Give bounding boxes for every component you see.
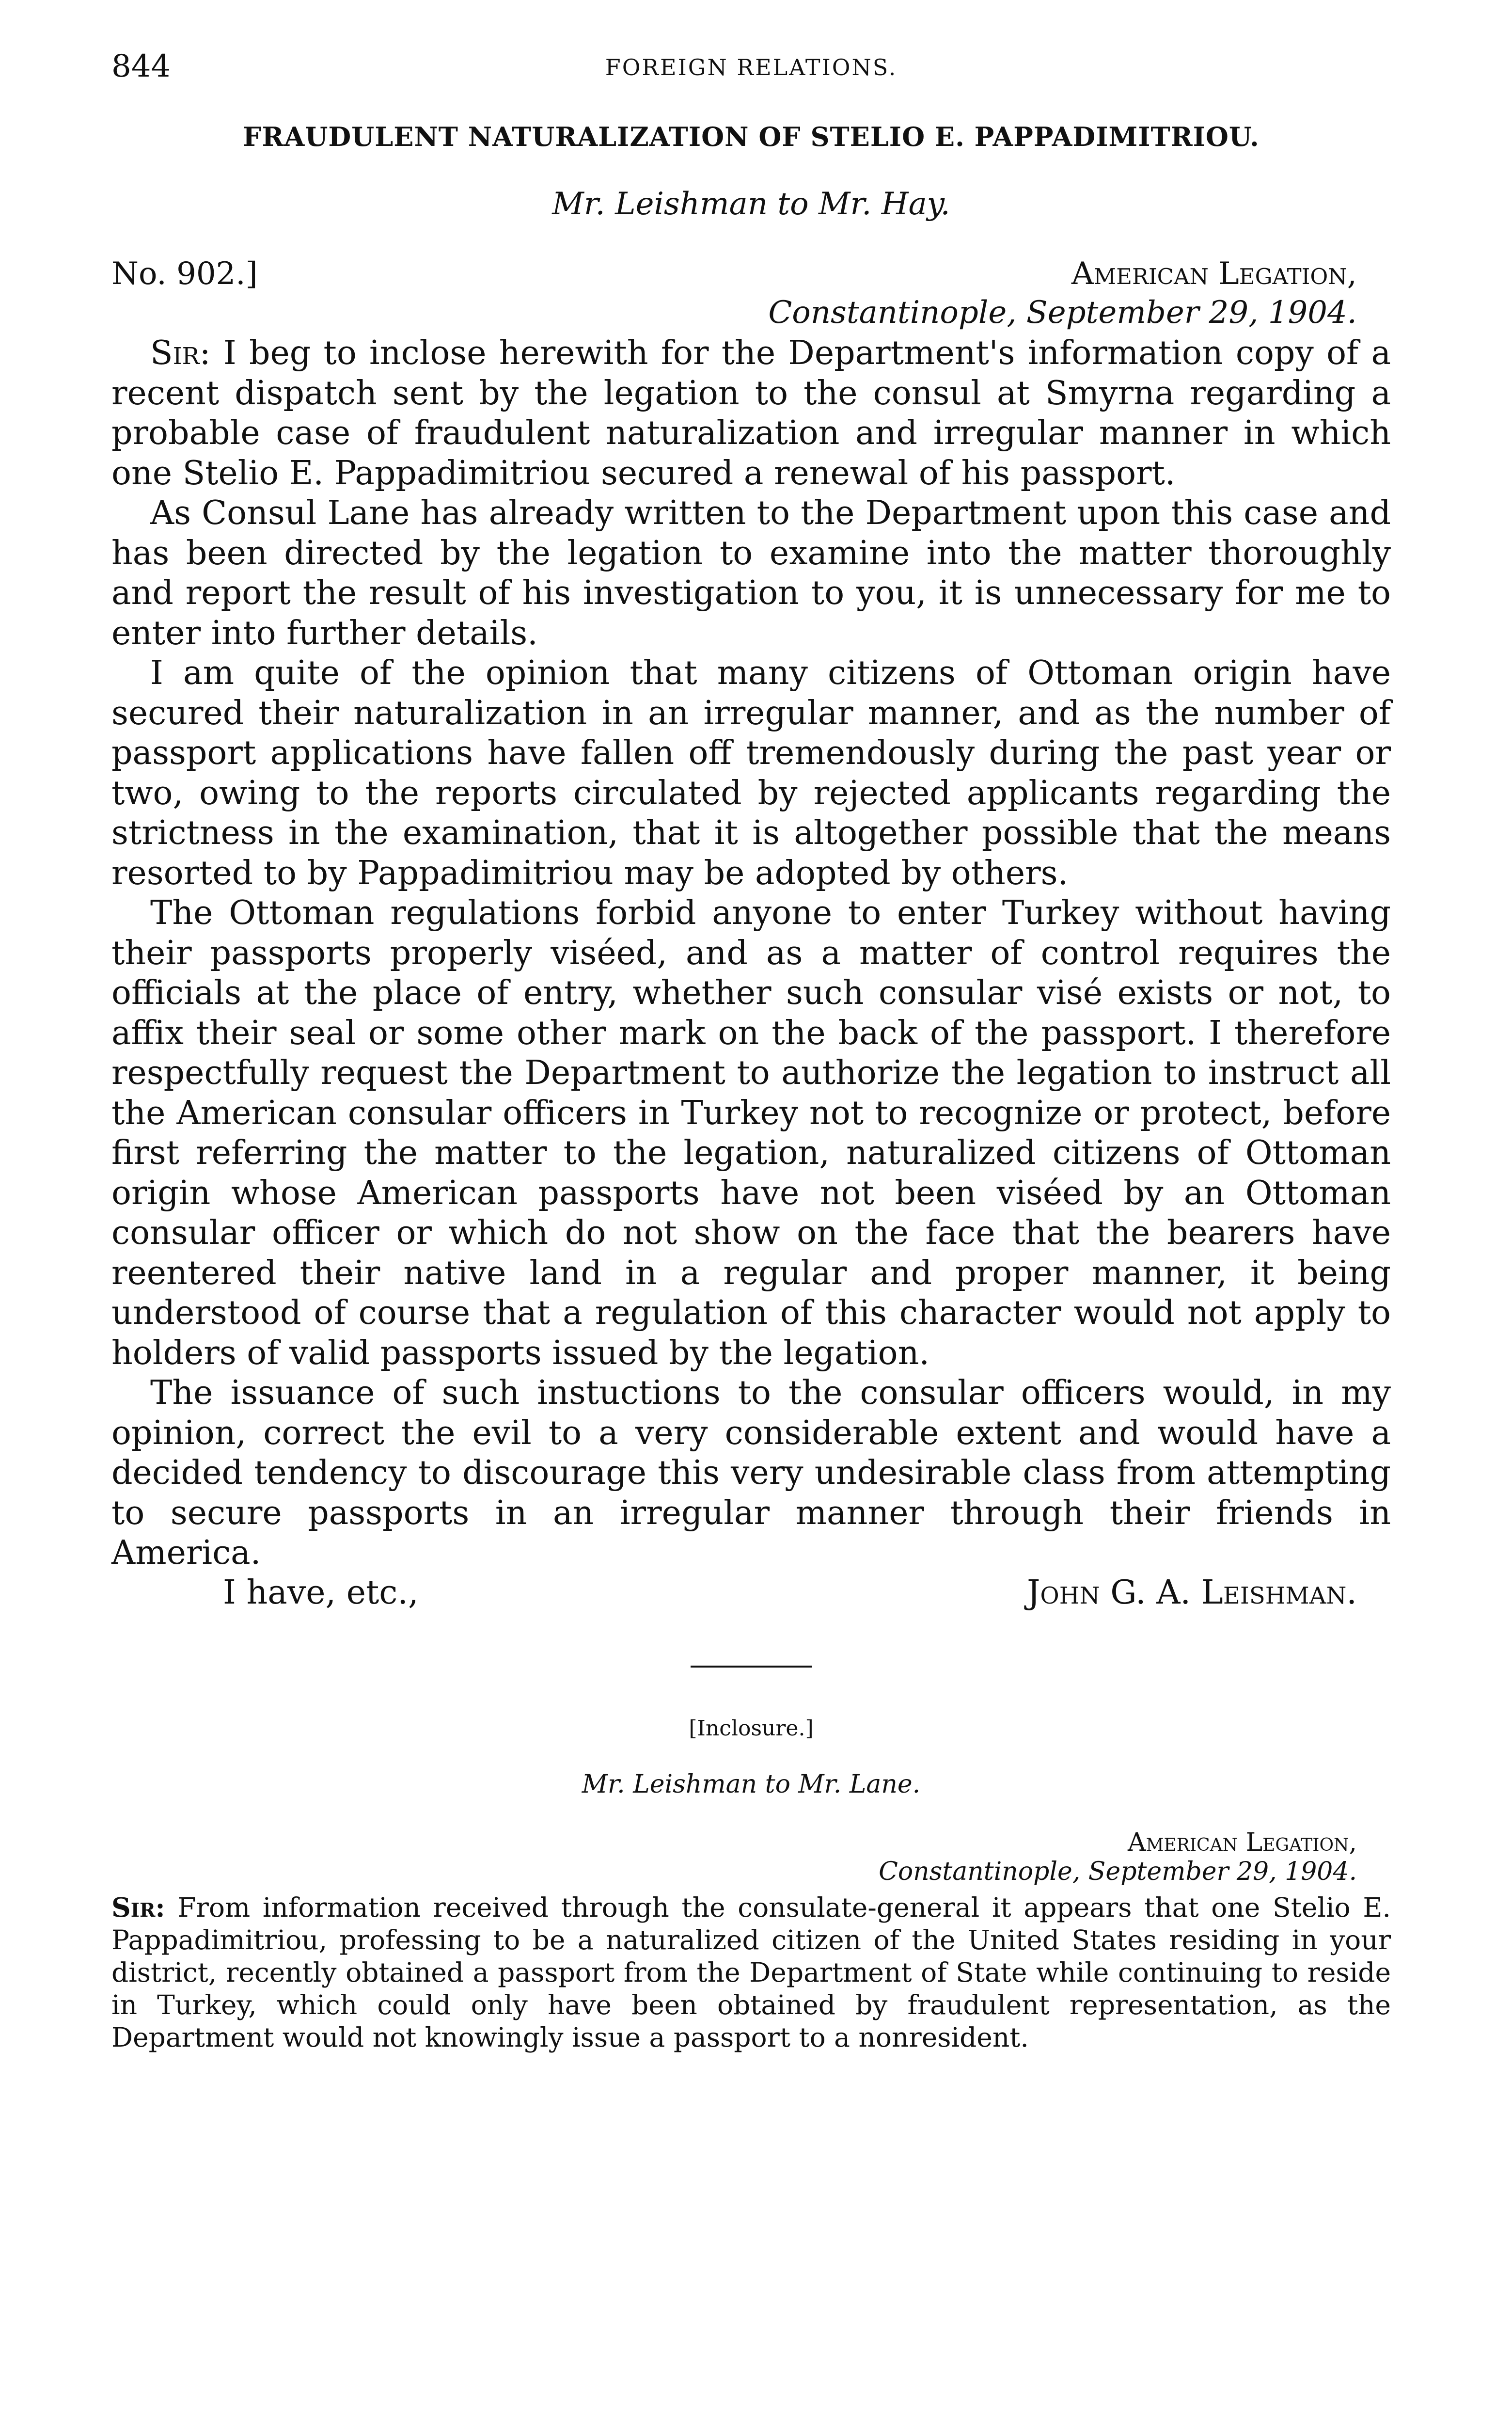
paragraph: The issuance of such instuctions to the consular officers would, in my opinion, correct the evil to a very considerable extent and would have a decided tendency to discourage this very undesirable class from attempting to secure passports in an irregular manner through their friends in America. <box>111 1374 1391 1572</box>
closing: I have, etc., <box>223 1573 419 1612</box>
paragraph: Sir: From information received through the consulate-general it appears that one Stelio E. Pappadimitriou, professing to be a naturalized citizen of the United States residing in your district, recently obtained a passport from the Department of State while continuing to reside in Turkey, which could only have been obtained by fraudulent representation, as the Department would not knowingly issue a passport to a nonresident. <box>111 1891 1391 2053</box>
inclosure-body <box>111 1891 1391 2054</box>
section-title: FRAUDULENT NATURALIZATION OF STELIO E. PAPPADIMITRIOU. <box>243 121 1260 152</box>
running-header <box>111 48 1391 107</box>
letter-header-row <box>111 256 1391 295</box>
document-page <box>111 48 1391 2054</box>
paragraph: As Consul Lane has already written to the Department upon this case and has been directed by the legation to examine into the matter thoroughly and report the result of his investigation to you, it is unnecessary for me to enter into further details. <box>111 494 1391 652</box>
section-divider <box>691 1666 812 1668</box>
signoff <box>111 1574 1391 1617</box>
inclosure-label: [Inclosure.] <box>689 1716 814 1741</box>
inclosure-place: American Legation, <box>1128 1828 1357 1857</box>
paragraph: The Ottoman regulations forbid anyone to enter Turkey without having their passports properly viséed, and as a matter of control requires the officials at the place of entry, whether such consular visé exists or not, to affix their seal or some other mark on the back of the passport. I therefore respectfully request the Department to authorize the legation to instruct all the American consular officers in Turkey not to recognize or protect, before first referring the matter to the legation, naturalized citizens of Ottoman origin whose American passports have not been viséed by an Ottoman consular officer or which do not show on the face that the bearers have reentered their native land in a regular and proper manner, it being understood of course that a regulation of this character would not apply to holders of valid passports issued by the legation. <box>111 894 1391 1372</box>
paragraph: Sir: I beg to inclose herewith for the Department's information copy of a recent dispatch sent by the legation to the consul at Smyrna regarding a probable case of fraudulent naturalization and irregular manner in which one Stelio E. Pappadimitriou secured a renewal of his passport. <box>111 334 1391 493</box>
letter-heading: Mr. Leishman to Mr. Hay. <box>552 186 950 222</box>
legation-place: American Legation, <box>1071 256 1357 292</box>
inclosure-dateline: Constantinople, September 29, 1904. <box>879 1857 1357 1886</box>
signature: John G. A. Leishman. <box>1027 1573 1357 1612</box>
salutation: Sir: <box>111 1891 165 1923</box>
running-title: FOREIGN RELATIONS. <box>605 54 898 80</box>
page-number: 844 <box>111 48 171 84</box>
salutation: Sir: <box>150 334 211 372</box>
letter-body <box>111 334 1391 1574</box>
dispatch-number: No. 902.] <box>111 256 258 292</box>
letter-dateline: Constantinople, September 29, 1904. <box>768 295 1357 331</box>
inclosure-heading: Mr. Leishman to Mr. Lane. <box>582 1769 921 1799</box>
paragraph: I am quite of the opinion that many citizens of Ottoman origin have secured their naturalization in an irregular manner, and as the number of passport applications have fallen off tremendously during the past year or two, owing to the reports circulated by rejected applicants regarding the strictness in the examination, that it is altogether possible that the means resorted to by Pappadimitriou may be adopted by others. <box>111 654 1391 892</box>
